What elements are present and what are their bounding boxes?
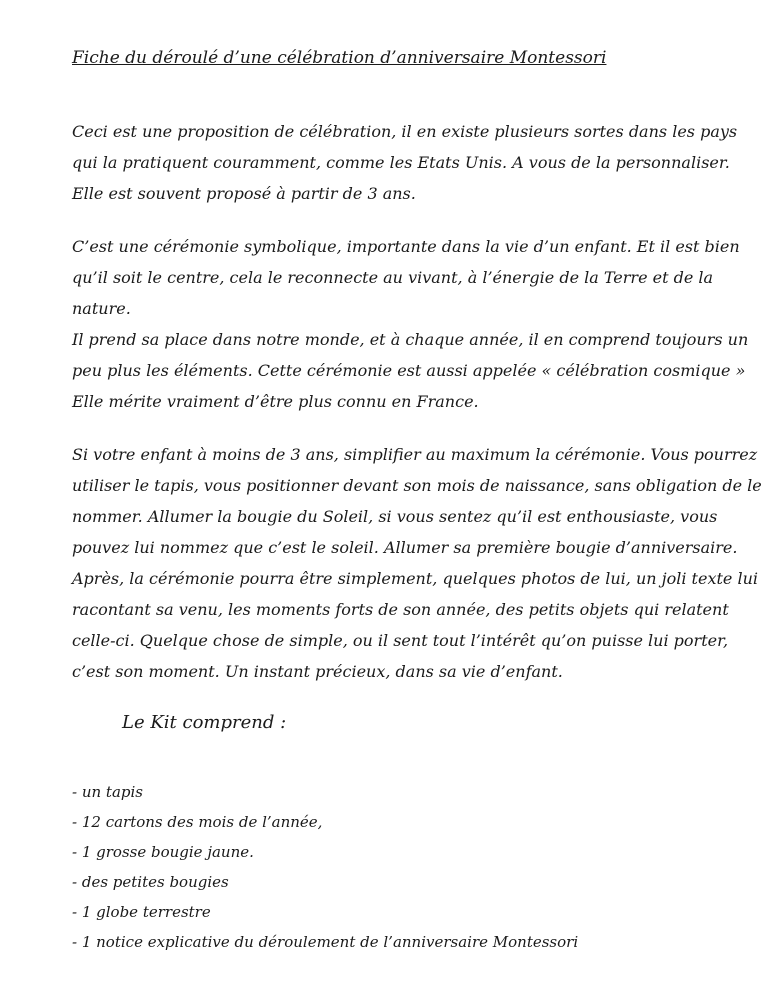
ceremony-paragraph-block — [72, 231, 762, 417]
paragraph: Après, la cérémonie pourra être simplement, quelques photos de lui, un joli texte lui racontant sa venu, les moments forts de son année, des petits objets qui relatent celle-ci. Quelque chose de simple, ou il sent tout l’intérêt qu’on puisse lui porter, c’est son moment. Un instant précieux, dans sa vie d’enfant. — [72, 569, 758, 681]
kit-heading: Le Kit comprend : — [122, 712, 287, 733]
paragraph: Si votre enfant à moins de 3 ans, simplifier au maximum la cérémonie. Vous pourrez utiliser le tapis, vous positionner devant son mois de naissance, sans obligation de le nommer. Allumer la bougie du Soleil, si vous sentez qu’il est enthousiaste, vous pouvez lui nommez que c’est le soleil. Allumer sa première bougie d’anniversaire. — [72, 445, 762, 557]
kit-list-item: - un tapis — [72, 783, 143, 801]
kit-list-item: - des petites bougies — [72, 873, 229, 891]
document-title: Fiche du déroulé d’une célébration d’anniversaire Montessori — [72, 48, 607, 68]
paragraph: Il prend sa place dans notre monde, et à chaque année, il en comprend toujours un peu plus les éléments. Cette cérémonie est aussi appelée « célébration cosmique » Elle mérite vraiment d’être plus connu en France. — [72, 330, 749, 411]
kit-list-item: - 12 cartons des mois de l’année, — [72, 813, 323, 831]
intro-paragraph-block — [72, 116, 762, 209]
document-page — [72, 44, 762, 957]
kit-list-item: - 1 notice explicative du déroulement de l’anniversaire Montessori — [72, 933, 579, 951]
under-three-paragraph-block — [72, 439, 762, 687]
kit-list — [72, 777, 762, 957]
kit-list-item: - 1 grosse bougie jaune. — [72, 843, 254, 861]
kit-list-item: - 1 globe terrestre — [72, 903, 211, 921]
paragraph: Ceci est une proposition de célébration, il en existe plusieurs sortes dans les pays qui la pratiquent couramment, comme les Etats Unis. A vous de la personnaliser. Elle est souvent proposé à partir de 3 ans. — [72, 122, 738, 203]
paragraph: C’est une cérémonie symbolique, importante dans la vie d’un enfant. Et il est bien qu’il soit le centre, cela le reconnecte au vivant, à l’énergie de la Terre et de la nature. — [72, 237, 740, 318]
